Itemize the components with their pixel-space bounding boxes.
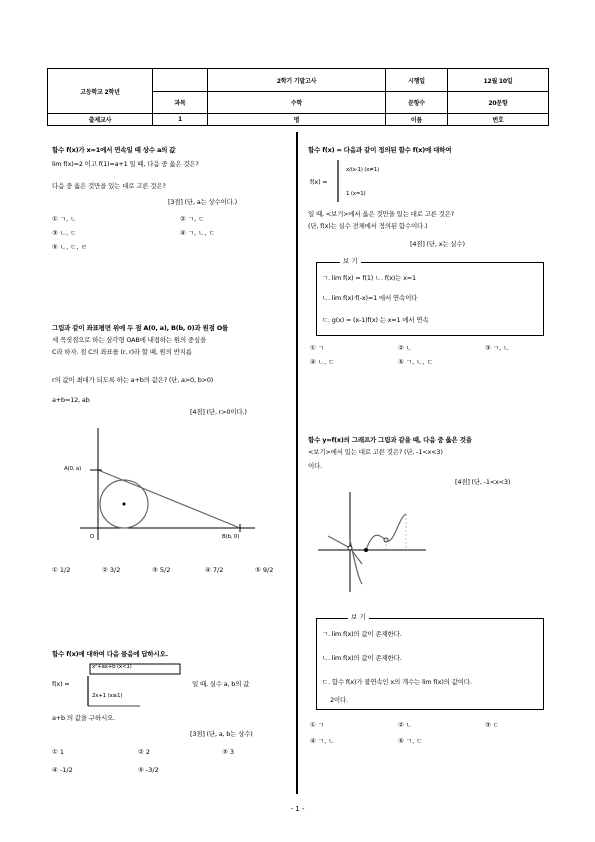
q4-bogi-title: 보 기 bbox=[340, 256, 361, 265]
type-label: 문항수 bbox=[385, 91, 447, 113]
date-value: 12월 10일 bbox=[447, 69, 548, 91]
exam-title: 2학기 기말고사 bbox=[207, 69, 385, 91]
q5-bogi-item-2: ㄴ. lim f(x)의 값이 존재한다. bbox=[322, 654, 402, 662]
q3-tail: 일 때, 실수 a, b의 값 bbox=[192, 680, 250, 688]
q4-piece1: x/(x-1) (x≠1) bbox=[346, 167, 379, 173]
q5-choice-4[interactable]: ④ ㄱ, ㄴ bbox=[310, 737, 335, 745]
q3-piece1: x²+ax+b (x<1) bbox=[92, 664, 132, 670]
q4-points: [4점] (단, x는 실수) bbox=[410, 240, 465, 248]
q2-label-b: B(b, 0) bbox=[222, 534, 240, 540]
q5-bogi-item-tail: 2이다. bbox=[330, 696, 348, 704]
q1-line2: lim f(x)=2 이고 f(1)=a+1 일 때, 다음 중 옳은 것은? bbox=[52, 160, 199, 168]
row3-center: 명 bbox=[207, 113, 385, 125]
header-table bbox=[47, 68, 549, 126]
q2-figure bbox=[60, 420, 270, 550]
q2-line3: C라 하자. 점 C의 좌표를 (r, r)라 할 때, 원의 반지름 bbox=[52, 348, 192, 356]
q4-line1: 함수 f(x) = 다음과 같이 정의된 함수 f(x)에 대하여 bbox=[308, 146, 452, 154]
q2-line4: r의 값이 최대가 되도록 하는 a+b의 값은? (단, a>0, b>0) bbox=[52, 376, 214, 384]
page-number: - 1 - bbox=[290, 805, 305, 813]
q2-points: [4점] (단, r>0이다.) bbox=[190, 408, 247, 416]
q5-choice-2[interactable]: ② ㄴ bbox=[398, 721, 413, 729]
q5-bogi-item-1: ㄱ. lim f(x)의 값이 존재한다. bbox=[322, 630, 402, 638]
q1-line1: 함수 f(x)가 x=1에서 연속일 때 상수 a의 값 bbox=[52, 146, 176, 154]
q2-choice-1[interactable]: ① 1/2 bbox=[52, 566, 71, 574]
q4-choice-4[interactable]: ④ ㄴ, ㄷ bbox=[310, 358, 335, 366]
q5-line1: 함수 y=f(x)의 그래프가 그림과 같을 때, 다음 중 옳은 것을 bbox=[308, 436, 472, 444]
q3-choice-2[interactable]: ② 2 bbox=[138, 748, 151, 756]
q4-choice-5[interactable]: ⑤ ㄱ, ㄴ, ㄷ bbox=[398, 358, 433, 366]
q2-line2: 세 꼭짓점으로 하는 삼각형 OAB에 내접하는 원의 중심을 bbox=[52, 336, 207, 344]
column-divider bbox=[296, 132, 298, 794]
q2-line5: a+b=12, ab bbox=[52, 396, 90, 404]
q4-choice-1[interactable]: ① ㄱ bbox=[310, 344, 325, 352]
q1-choice-4[interactable]: ④ ㄱ, ㄴ, ㄷ bbox=[180, 229, 215, 237]
header-blank bbox=[152, 69, 207, 91]
row3-d: 번호 bbox=[447, 113, 548, 125]
q2-choice-4[interactable]: ④ 7/2 bbox=[205, 566, 224, 574]
q3-points: [3점] (단, a, b는 상수) bbox=[190, 730, 253, 738]
q2-hypotenuse bbox=[98, 470, 240, 528]
q3-line1: 함수 f(x)에 대하여 다음 물음에 답하시오. bbox=[52, 650, 168, 658]
school-label: 고등학교 2학년 bbox=[80, 88, 120, 96]
q4-line3: (단, f(x)는 실수 전체에서 정의된 함수이다.) bbox=[308, 222, 428, 230]
q2-choice-2[interactable]: ② 3/2 bbox=[102, 566, 121, 574]
q1-choice-2[interactable]: ② ㄱ, ㄷ bbox=[180, 215, 205, 223]
q3-choice-3[interactable]: ③ 3 bbox=[222, 748, 235, 756]
q3-choice-1[interactable]: ① 1 bbox=[52, 748, 65, 756]
q5-graph bbox=[314, 488, 434, 598]
row3-c: 이름 bbox=[385, 113, 447, 125]
q5-points: [4점] (단, -1<x<3) bbox=[455, 478, 511, 486]
q4-bogi-item-3: ㄷ. g(x) = (x-1)f(x) 는 x=1 에서 연속 bbox=[322, 316, 429, 324]
q1-points: [3점] (단, a는 상수이다.) bbox=[168, 198, 237, 206]
date-label: 시행일 bbox=[385, 69, 447, 91]
q1-choice-1[interactable]: ① ㄱ, ㄴ bbox=[52, 215, 77, 223]
q3-choice-5[interactable]: ⑤ -3/2 bbox=[138, 766, 159, 774]
row3-left: 출제교사 bbox=[48, 113, 152, 125]
q5-choice-1[interactable]: ① ㄱ bbox=[310, 721, 325, 729]
q2-label-a: A(0, a) bbox=[64, 466, 82, 472]
q2-choice-3[interactable]: ③ 5/2 bbox=[152, 566, 171, 574]
q5-line3: 이다. bbox=[308, 462, 323, 470]
q4-choice-3[interactable]: ③ ㄱ, ㄴ bbox=[485, 344, 510, 352]
q1-choice-3[interactable]: ③ ㄴ, ㄷ bbox=[52, 229, 77, 237]
q5-bogi-title: 보 기 bbox=[348, 612, 369, 621]
row3-mid: 1 bbox=[152, 113, 207, 125]
subject-value: 수학 bbox=[207, 91, 385, 113]
q3-piece2: 2x+1 (x≥1) bbox=[92, 693, 123, 699]
q1-choice-5[interactable]: ⑤ ㄴ, ㄷ, ㄹ bbox=[52, 243, 87, 251]
q2-choice-5[interactable]: ⑤ 9/2 bbox=[255, 566, 274, 574]
q3-line3: a+b 의 값을 구하시오. bbox=[52, 714, 115, 722]
q4-piece2: 1 (x=1) bbox=[346, 191, 366, 197]
q4-brace bbox=[332, 158, 342, 204]
q2-center-point bbox=[123, 503, 126, 506]
q5-bogi-item-3: ㄷ. 함수 f(x)가 불연속인 x의 개수는 lim f(x)의 값이다. bbox=[322, 678, 472, 686]
q4-bogi-item-1: ㄱ. lim f(x) = f(1) ㄴ. f(x)는 x=1 bbox=[322, 274, 416, 282]
q3-choice-4[interactable]: ④ -1/2 bbox=[52, 766, 73, 774]
q4-bogi-item-2: ㄴ. lim f(x)·f(-x)=1 에서 연속이다 bbox=[322, 294, 418, 302]
q2-line1: 그림과 같이 좌표평면 위에 두 점 A(0, a), B(b, 0)과 원점 O를 bbox=[52, 324, 229, 332]
q2-label-o: O bbox=[90, 534, 95, 540]
q4-fx-label: f(x) = bbox=[310, 178, 328, 186]
q4-line2: 일 때, <보기>에서 옳은 것만을 있는 대로 고른 것은? bbox=[308, 210, 455, 218]
q4-choice-2[interactable]: ② ㄴ bbox=[398, 344, 413, 352]
q5-line2: <보기>에서 있는 대로 고른 것은? (단, -1<x<3) bbox=[308, 448, 443, 456]
q1-line3: 다음 중 옳은 것만을 있는 대로 고른 것은? bbox=[52, 182, 166, 190]
subject-label: 과목 bbox=[152, 91, 207, 113]
type-value: 20문항 bbox=[447, 91, 548, 113]
q3-fx-label: f(x) = bbox=[52, 680, 70, 688]
q5-choice-3[interactable]: ③ ㄷ bbox=[485, 721, 500, 729]
q5-choice-5[interactable]: ⑤ ㄱ, ㄷ bbox=[398, 737, 423, 745]
